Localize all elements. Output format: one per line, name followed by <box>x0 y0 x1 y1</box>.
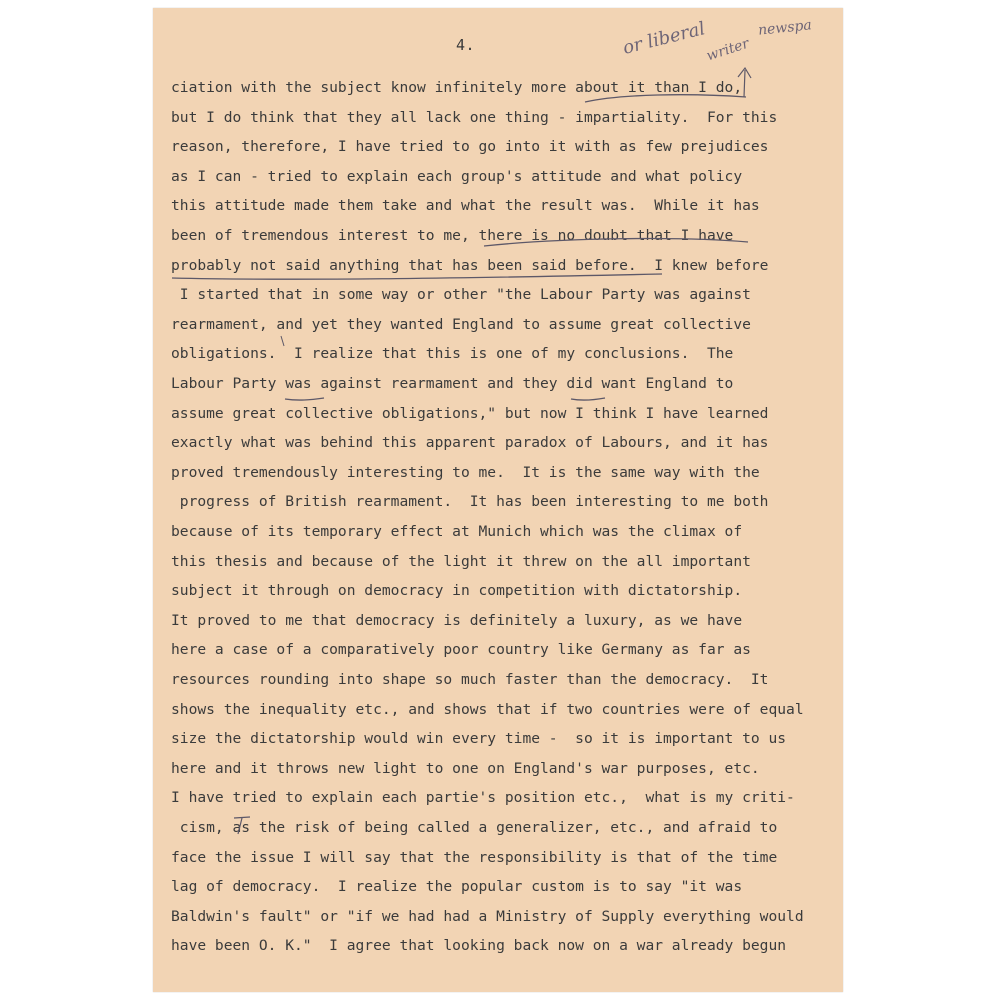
text-line: this attitude made them take and what the result was. While it has <box>171 197 760 215</box>
text-line: I have tried to explain each partie's position etc., what is my criti- <box>171 789 795 807</box>
text-line: been of tremendous interest to me, there is no doubt that I have <box>171 227 734 244</box>
handwritten-note-or-liberal: or liberal <box>620 18 708 59</box>
text-line: because of its temporary effect at Munich which was the climax of <box>171 523 743 540</box>
page-number: 4. <box>456 36 476 54</box>
text-line: exactly what was behind this apparent paradox of Labours, and it has <box>171 434 769 452</box>
text-line: but I do think that they all lack one thing - impartiality. For this <box>171 108 778 126</box>
handwritten-note-newspaper: newspa <box>757 17 813 39</box>
text-line: shows the inequality etc., and shows that if two countries were of equal <box>171 700 804 718</box>
text-line: reason, therefore, I have tried to go into it with as few prejudices <box>171 138 769 156</box>
text-line: ciation with the subject know infinitely more about it than I do, <box>171 79 743 96</box>
text-line: size the dictatorship would win every time - so it is important to us <box>171 730 787 748</box>
text-line: have been O. K." I agree that looking back now on a war already begun <box>171 937 787 955</box>
text-line: I started that in some way or other "the Labour Party was against <box>171 286 751 304</box>
text-line: this thesis and because of the light it threw on the all important <box>171 552 751 570</box>
text-line: It proved to me that democracy is definitely a luxury, as we have <box>171 611 743 629</box>
text-line: cism, as the risk of being called a generalizer, etc., and afraid to <box>171 819 778 836</box>
handwritten-note-writer: writer <box>704 35 752 65</box>
text-line: lag of democracy. I realize the popular custom is to say "it was <box>171 878 743 896</box>
text-line: here a case of a comparatively poor country like Germany as far as <box>171 641 751 659</box>
text-line: Baldwin's fault" or "if we had had a Ministry of Supply everything would <box>171 907 804 925</box>
text-line: proved tremendously interesting to me. It is the same way with the <box>171 463 760 481</box>
text-line: progress of British rearmament. It has been interesting to me both <box>171 493 769 511</box>
text-line: here and it throws new light to one on England's war purposes, etc. <box>171 759 760 777</box>
text-line: obligations. I realize that this is one of my conclusions. The <box>171 345 734 363</box>
text-line: rearmament, and yet they wanted England to assume great collective <box>171 315 751 333</box>
text-line: assume great collective obligations," but now I think I have learned <box>171 404 769 422</box>
text-line: Labour Party was against rearmament and they did want England to <box>171 375 734 392</box>
text-line: face the issue I will say that the responsibility is that of the time <box>171 848 778 866</box>
text-line: subject it through on democracy in competition with dictatorship. <box>171 582 743 600</box>
text-line: probably not said anything that has been said before. I knew before <box>171 256 769 274</box>
text-line: as I can - tried to explain each group's attitude and what policy <box>171 167 743 185</box>
text-line: resources rounding into shape so much faster than the democracy. It <box>171 671 769 688</box>
